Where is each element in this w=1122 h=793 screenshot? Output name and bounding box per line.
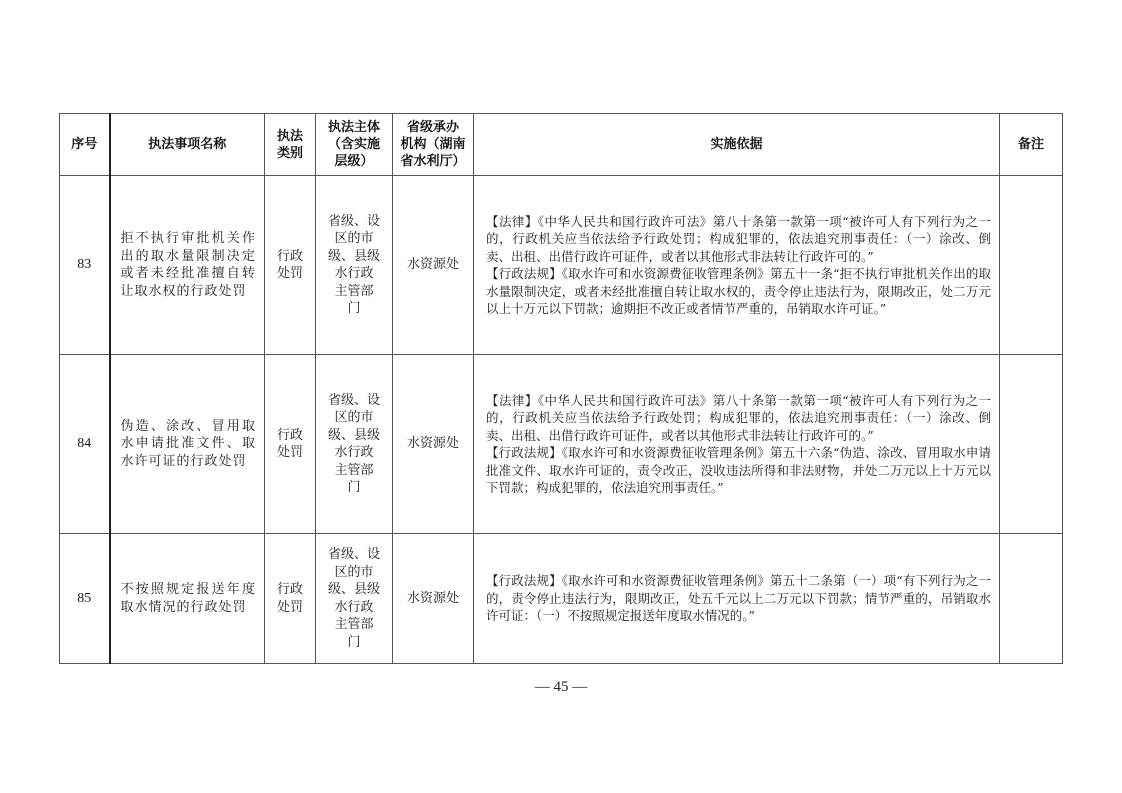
row-seq: 84	[60, 355, 110, 534]
row-remark	[1000, 176, 1063, 355]
row-item-name: 伪造、涂改、冒用取水申请批准文件、取水许可证的行政处罚	[110, 355, 265, 534]
header-institution: 省级承办 机构（湖南 省水利厅）	[393, 114, 474, 176]
row-basis	[474, 176, 1000, 355]
header-seq: 序号	[60, 114, 110, 176]
header-remark: 备注	[1000, 114, 1063, 176]
basis-regulation-clause: 【行政法规】《取水许可和水资源费征收管理条例》第五十二条第（一）项“有下列行为之一的，责令停止违法行为，限期改正，处五千元以上二万元以下罚款；情节严重的，吊销取水许可证：（一）不按照规定报送年度取水情况的。”	[486, 573, 991, 624]
header-subject: 执法主体 （含实施 层级）	[316, 114, 393, 176]
page-number: — 45 —	[534, 679, 588, 695]
basis-regulation-clause: 【行政法规】《取水许可和水资源费征收管理条例》第五十六条“伪造、涂改、冒用取水申请批准文件、取水许可证的，责令改正，没收违法所得和非法财物，并处二万元以上十万元以下罚款；构成犯罪的，依法追究刑事责任。”	[486, 445, 991, 495]
header-item-name: 执法事项名称	[110, 114, 265, 176]
row-subject: 省级、设 区的市 级、县级 水行政 主管部 门	[316, 534, 393, 664]
row-remark	[1000, 355, 1063, 534]
table-row	[60, 176, 1063, 355]
basis-law-clause: 【法律】《中华人民共和国行政许可法》第八十条第一款第一项“被许可人有下列行为之一的，行政机关应当依法给予行政处罚；构成犯罪的，依法追究刑事责任：（一）涂改、倒卖、出租、出借行政许可证件，或者以其他形式非法转让行政许可的。”	[486, 392, 991, 443]
row-subject: 省级、设 区的市 级、县级 水行政 主管部 门	[316, 355, 393, 534]
header-type: 执法 类别	[265, 114, 316, 176]
row-institution: 水资源处	[393, 534, 474, 664]
row-subject: 省级、设 区的市 级、县级 水行政 主管部 门	[316, 176, 393, 355]
basis-regulation-clause: 【行政法规】《取水许可和水资源费征收管理条例》第五十一条“拒不执行审批机关作出的取水量限制决定，或者未经批准擅自转让取水权的，责令停止违法行为，限期改正，处二万元以上十万元以下罚款；逾期拒不改正或者情节严重的，吊销取水许可证。”	[486, 266, 991, 316]
row-item-name: 拒不执行审批机关作出的取水量限制决定或者未经批准擅自转让取水权的行政处罚	[110, 176, 265, 355]
enforcement-table-container	[59, 113, 1062, 663]
row-type: 行政 处罚	[265, 176, 316, 355]
row-institution: 水资源处	[393, 355, 474, 534]
row-seq: 83	[60, 176, 110, 355]
row-remark	[1000, 534, 1063, 664]
table-row	[60, 355, 1063, 534]
row-seq: 85	[60, 534, 110, 664]
table-header-row	[60, 114, 1063, 176]
table-row	[60, 534, 1063, 664]
row-institution: 水资源处	[393, 176, 474, 355]
enforcement-items-table	[59, 113, 1063, 664]
basis-law-clause: 【法律】《中华人民共和国行政许可法》第八十条第一款第一项“被许可人有下列行为之一的，行政机关应当依法给予行政处罚；构成犯罪的，依法追究刑事责任：（一）涂改、倒卖、出租、出借行政许可证件，或者以其他形式非法转让行政许可的。”	[486, 213, 991, 264]
row-basis	[474, 355, 1000, 534]
row-basis	[474, 534, 1000, 664]
row-item-name: 不按照规定报送年度取水情况的行政处罚	[110, 534, 265, 664]
row-type: 行政 处罚	[265, 534, 316, 664]
row-type: 行政 处罚	[265, 355, 316, 534]
header-basis: 实施依据	[474, 114, 1000, 176]
